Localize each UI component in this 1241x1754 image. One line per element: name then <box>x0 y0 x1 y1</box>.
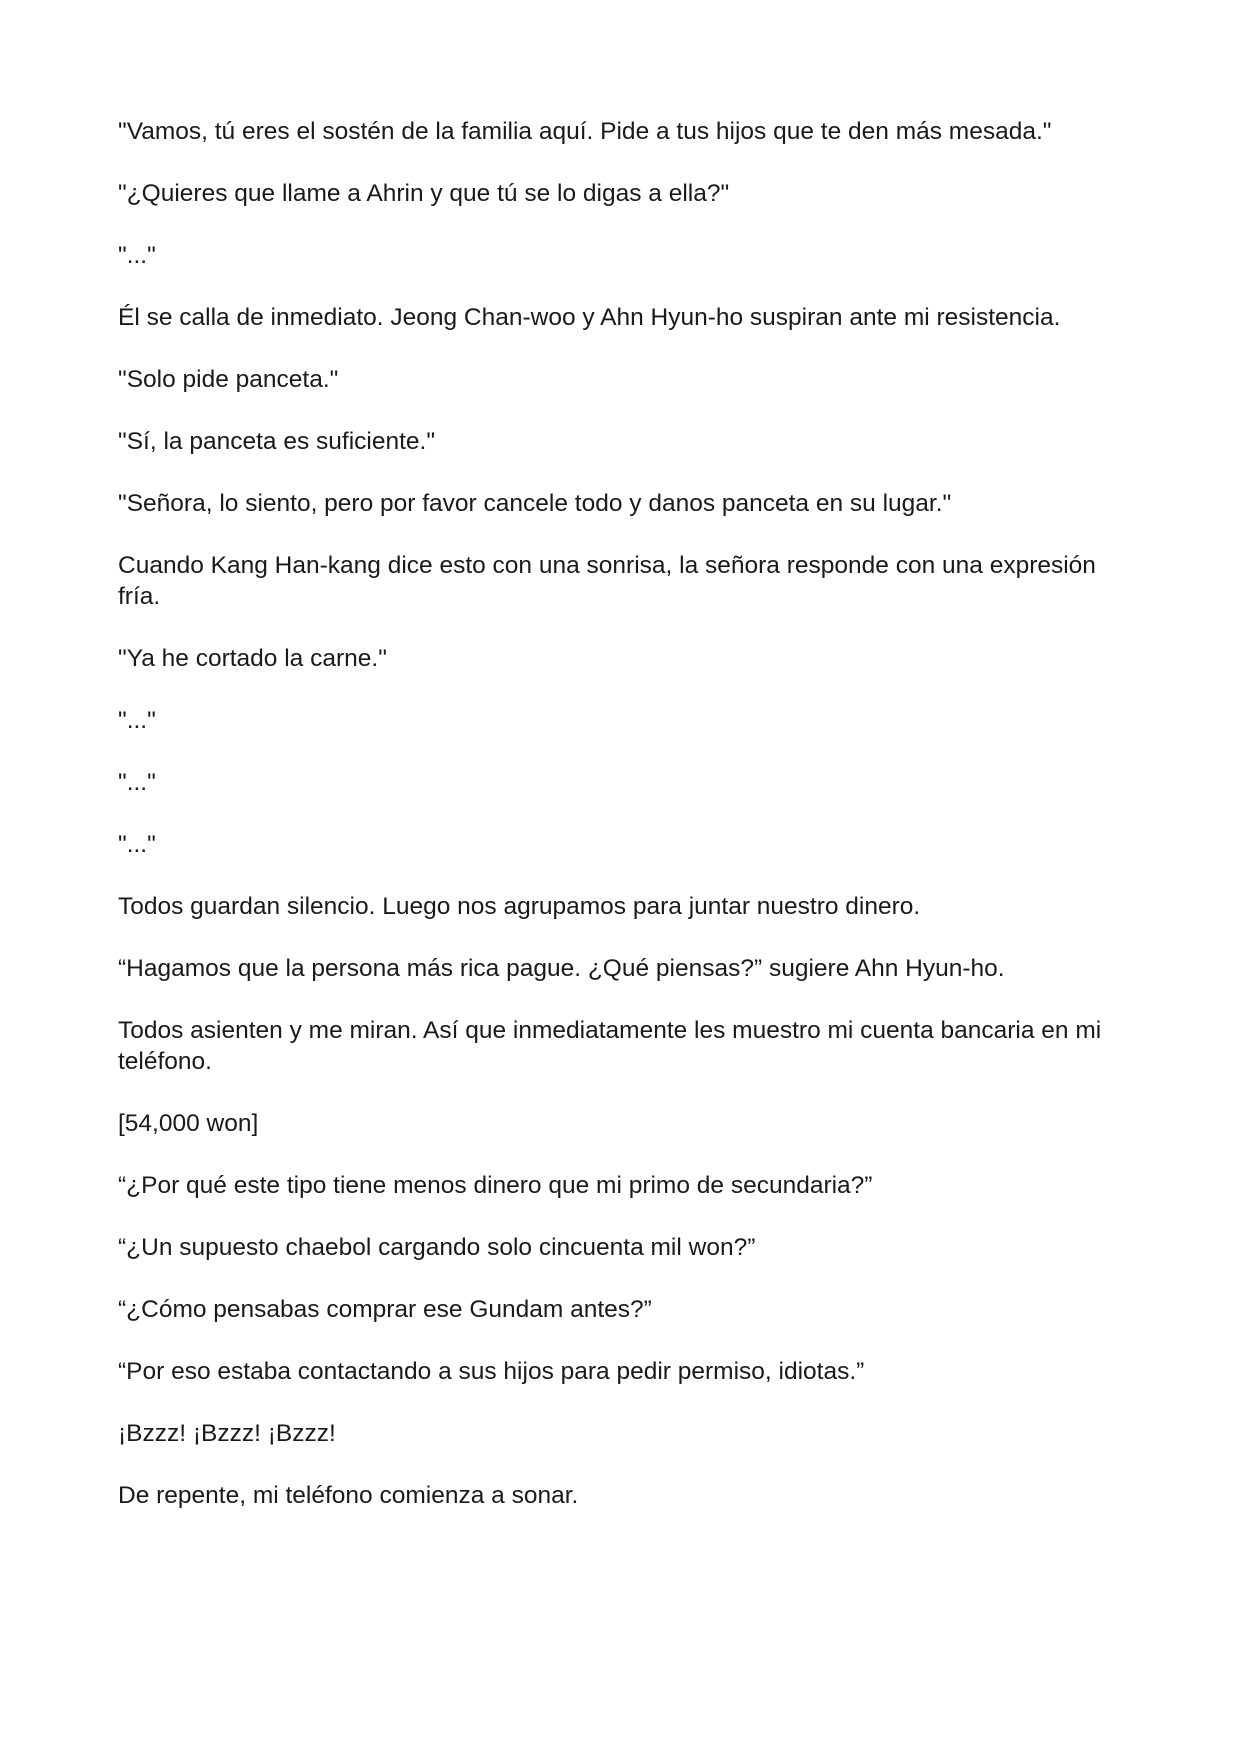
paragraph: "Sí, la panceta es suficiente." <box>118 428 436 455</box>
paragraph: De repente, mi teléfono comienza a sonar. <box>118 1482 579 1509</box>
paragraph: “Por eso estaba contactando a sus hijos para pedir permiso, idiotas.” <box>118 1358 865 1385</box>
paragraph: Todos guardan silencio. Luego nos agrupamos para juntar nuestro dinero. <box>118 893 921 920</box>
paragraph: [54,000 won] <box>118 1110 259 1137</box>
paragraph: "Vamos, tú eres el sostén de la familia aquí. Pide a tus hijos que te den más mesada." <box>118 118 1052 145</box>
document-body <box>118 116 1128 1542</box>
paragraph: "..." <box>118 707 156 734</box>
paragraph: "Señora, lo siento, pero por favor cancele todo y danos panceta en su lugar." <box>118 490 952 517</box>
paragraph: Todos asienten y me miran. Así que inmediatamente les muestro mi cuenta bancaria en mi teléfono. <box>118 1017 1102 1075</box>
paragraph: "..." <box>118 769 156 796</box>
paragraph: “¿Cómo pensabas comprar ese Gundam antes?” <box>118 1296 652 1323</box>
paragraph: "Ya he cortado la carne." <box>118 645 387 672</box>
paragraph: "..." <box>118 242 156 269</box>
paragraph: “Hagamos que la persona más rica pague. ¿Qué piensas?” sugiere Ahn Hyun-ho. <box>118 955 1005 982</box>
paragraph: "..." <box>118 831 156 858</box>
paragraph: “¿Por qué este tipo tiene menos dinero que mi primo de secundaria?” <box>118 1172 873 1199</box>
paragraph: ¡Bzzz! ¡Bzzz! ¡Bzzz! <box>118 1420 336 1447</box>
paragraph: Cuando Kang Han-kang dice esto con una sonrisa, la señora responde con una expresión fría. <box>118 552 1096 610</box>
paragraph: "Solo pide panceta." <box>118 366 339 393</box>
paragraph: Él se calla de inmediato. Jeong Chan-woo y Ahn Hyun-ho suspiran ante mi resistencia. <box>118 304 1061 331</box>
paragraph: "¿Quieres que llame a Ahrin y que tú se lo digas a ella?" <box>118 180 730 207</box>
paragraph: “¿Un supuesto chaebol cargando solo cincuenta mil won?” <box>118 1234 756 1261</box>
